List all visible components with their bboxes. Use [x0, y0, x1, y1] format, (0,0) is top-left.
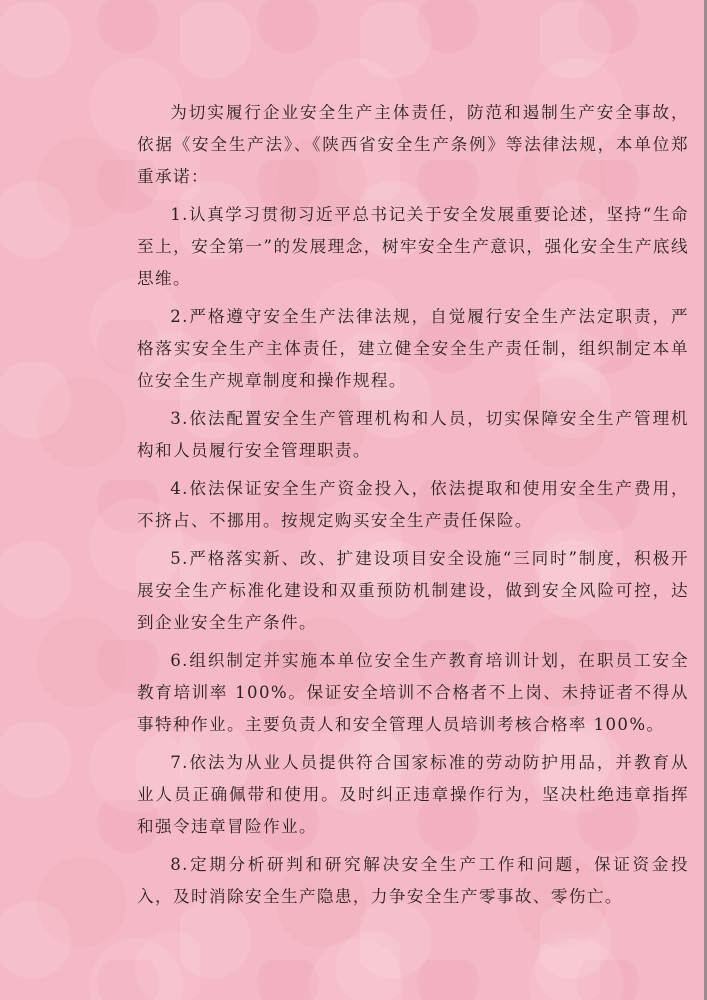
- commitment-item-4: 4.依法保证安全生产资金投入，依法提取和使用安全生产费用，不挤占、不挪用。按规定购买安全生产责任保险。: [137, 479, 689, 530]
- commitment-item-7: 7.依法为从业人员提供符合国家标准的劳动防护用品，并教育从业人员正确佩带和使用。及时纠正违章操作行为，坚决杜绝违章指挥和强令违章冒险作业。: [137, 753, 689, 836]
- commitment-item-1: 1.认真学习贯彻习近平总书记关于安全发展重要论述，坚持“生命至上，安全第一”的发展理念，树牢安全生产意识，强化安全生产底线思维。: [137, 205, 689, 288]
- commitment-item-2: 2.严格遵守安全生产法律法规，自觉履行安全生产法定职责，严格落实安全生产主体责任，建立健全安全生产责任制，组织制定本单位安全生产规章制度和操作规程。: [137, 307, 689, 390]
- commitment-item-8: 8.定期分析研判和研究解决安全生产工作和问题，保证资金投入，及时消除安全生产隐患，力争安全生产零事故、零伤亡。: [137, 855, 689, 906]
- intro-paragraph: 为切实履行企业安全生产主体责任，防范和遏制生产安全事故，依据《安全生产法》、《陕西省安全生产条例》等法律法规，本单位郑重承诺：: [137, 103, 689, 186]
- document-body: [137, 97, 689, 913]
- commitment-item-5: 5.严格落实新、改、扩建设项目安全设施“三同时”制度，积极开展安全生产标准化建设和双重预防机制建设，做到安全风险可控，达到企业安全生产条件。: [137, 549, 689, 632]
- commitment-item-3: 3.依法配置安全生产管理机构和人员，切实保障安全生产管理机构和人员履行安全管理职责。: [137, 409, 689, 460]
- commitment-item-6: 6.组织制定并实施本单位安全生产教育培训计划，在职员工安全教育培训率 100%。保证安全培训不合格者不上岗、未持证者不得从事特种作业。主要负责人和安全管理人员培训考核合格率 100%。: [137, 651, 689, 734]
